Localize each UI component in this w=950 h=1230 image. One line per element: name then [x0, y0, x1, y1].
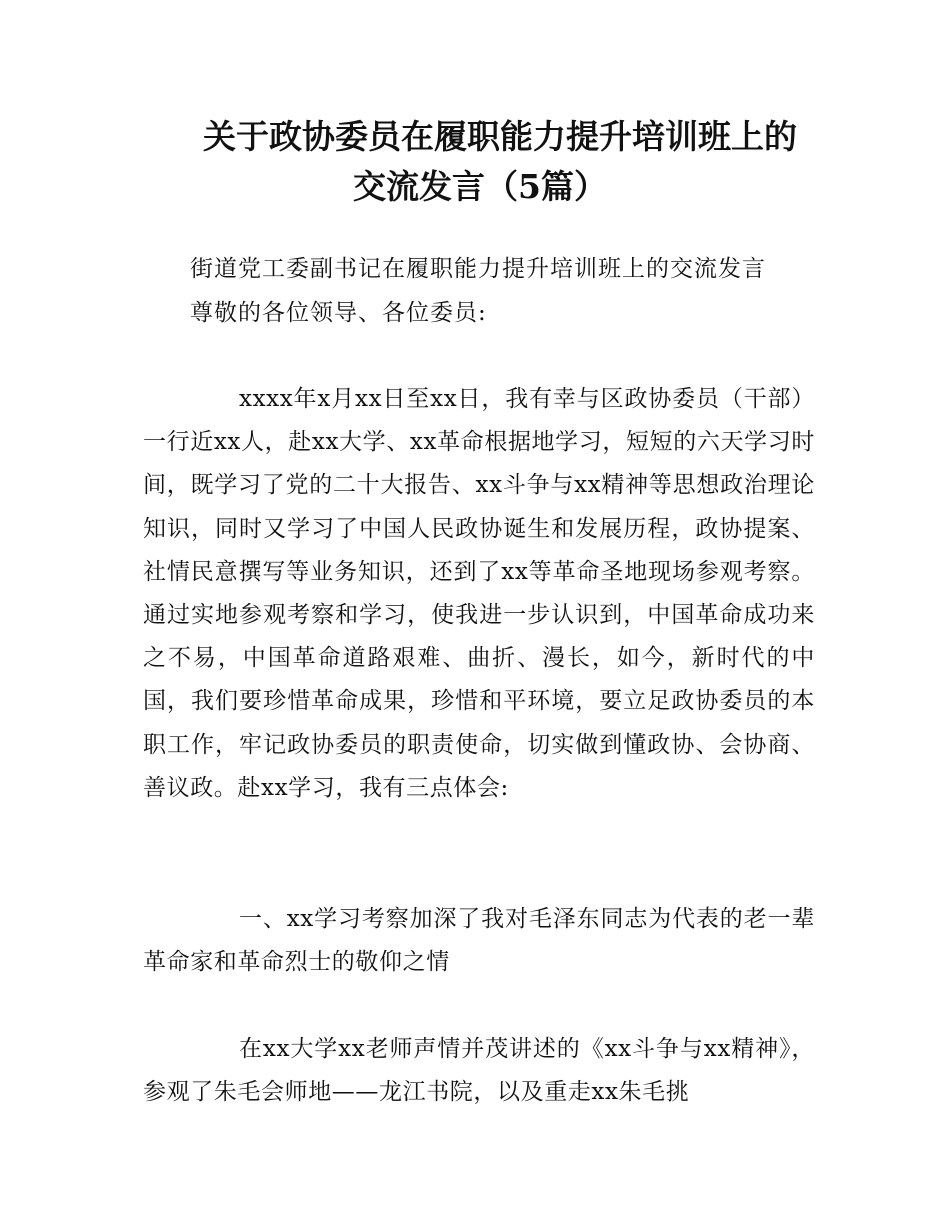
- document-title: [140, 112, 860, 212]
- salutation: 尊敬的各位领导、各位委员:: [190, 300, 487, 326]
- title-line-2: 交流发言（5篇）: [353, 167, 607, 206]
- body-paragraph-intro: xxxx年x月xx日至xx日，我有幸与区政协委员（干部）一行近xx人，赴xx大学、xx革命根据地学习，短短的六天学习时间，既学习了党的二十大报告、xx斗争与xx精神等思想政治理论知识，同时又学习了中国人民政协诞生和发展历程，政协提案、社情民意撰写等业务知识，还到了xx等革命圣地现场参观考察。通过实地参观考察和学习，使我进一步认识到，中国革命成功来之不易，中国革命道路艰难、曲折、漫长，如今，新时代的中国，我们要珍惜革命成果，珍惜和平环境，要立足政协委员的本职工作，牢记政协委员的职责使命，切实做到懂政协、会协商、善议政。赴xx学习，我有三点体会:: [143, 386, 815, 801]
- body-paragraph-2: 在xx大学xx老师声情并茂讲述的《xx斗争与xx精神》，参观了朱毛会师地——龙江书院，以及重走xx朱毛挑: [143, 1036, 815, 1106]
- section-heading-1: 一、xx学习考察加深了我对毛泽东同志为代表的老一辈革命家和革命烈士的敬仰之情: [143, 906, 815, 976]
- speech-subtitle: 街道党工委副书记在履职能力提升培训班上的交流发言: [190, 256, 766, 282]
- title-line-1: 关于政协委员在履职能力提升培训班上的: [203, 117, 797, 156]
